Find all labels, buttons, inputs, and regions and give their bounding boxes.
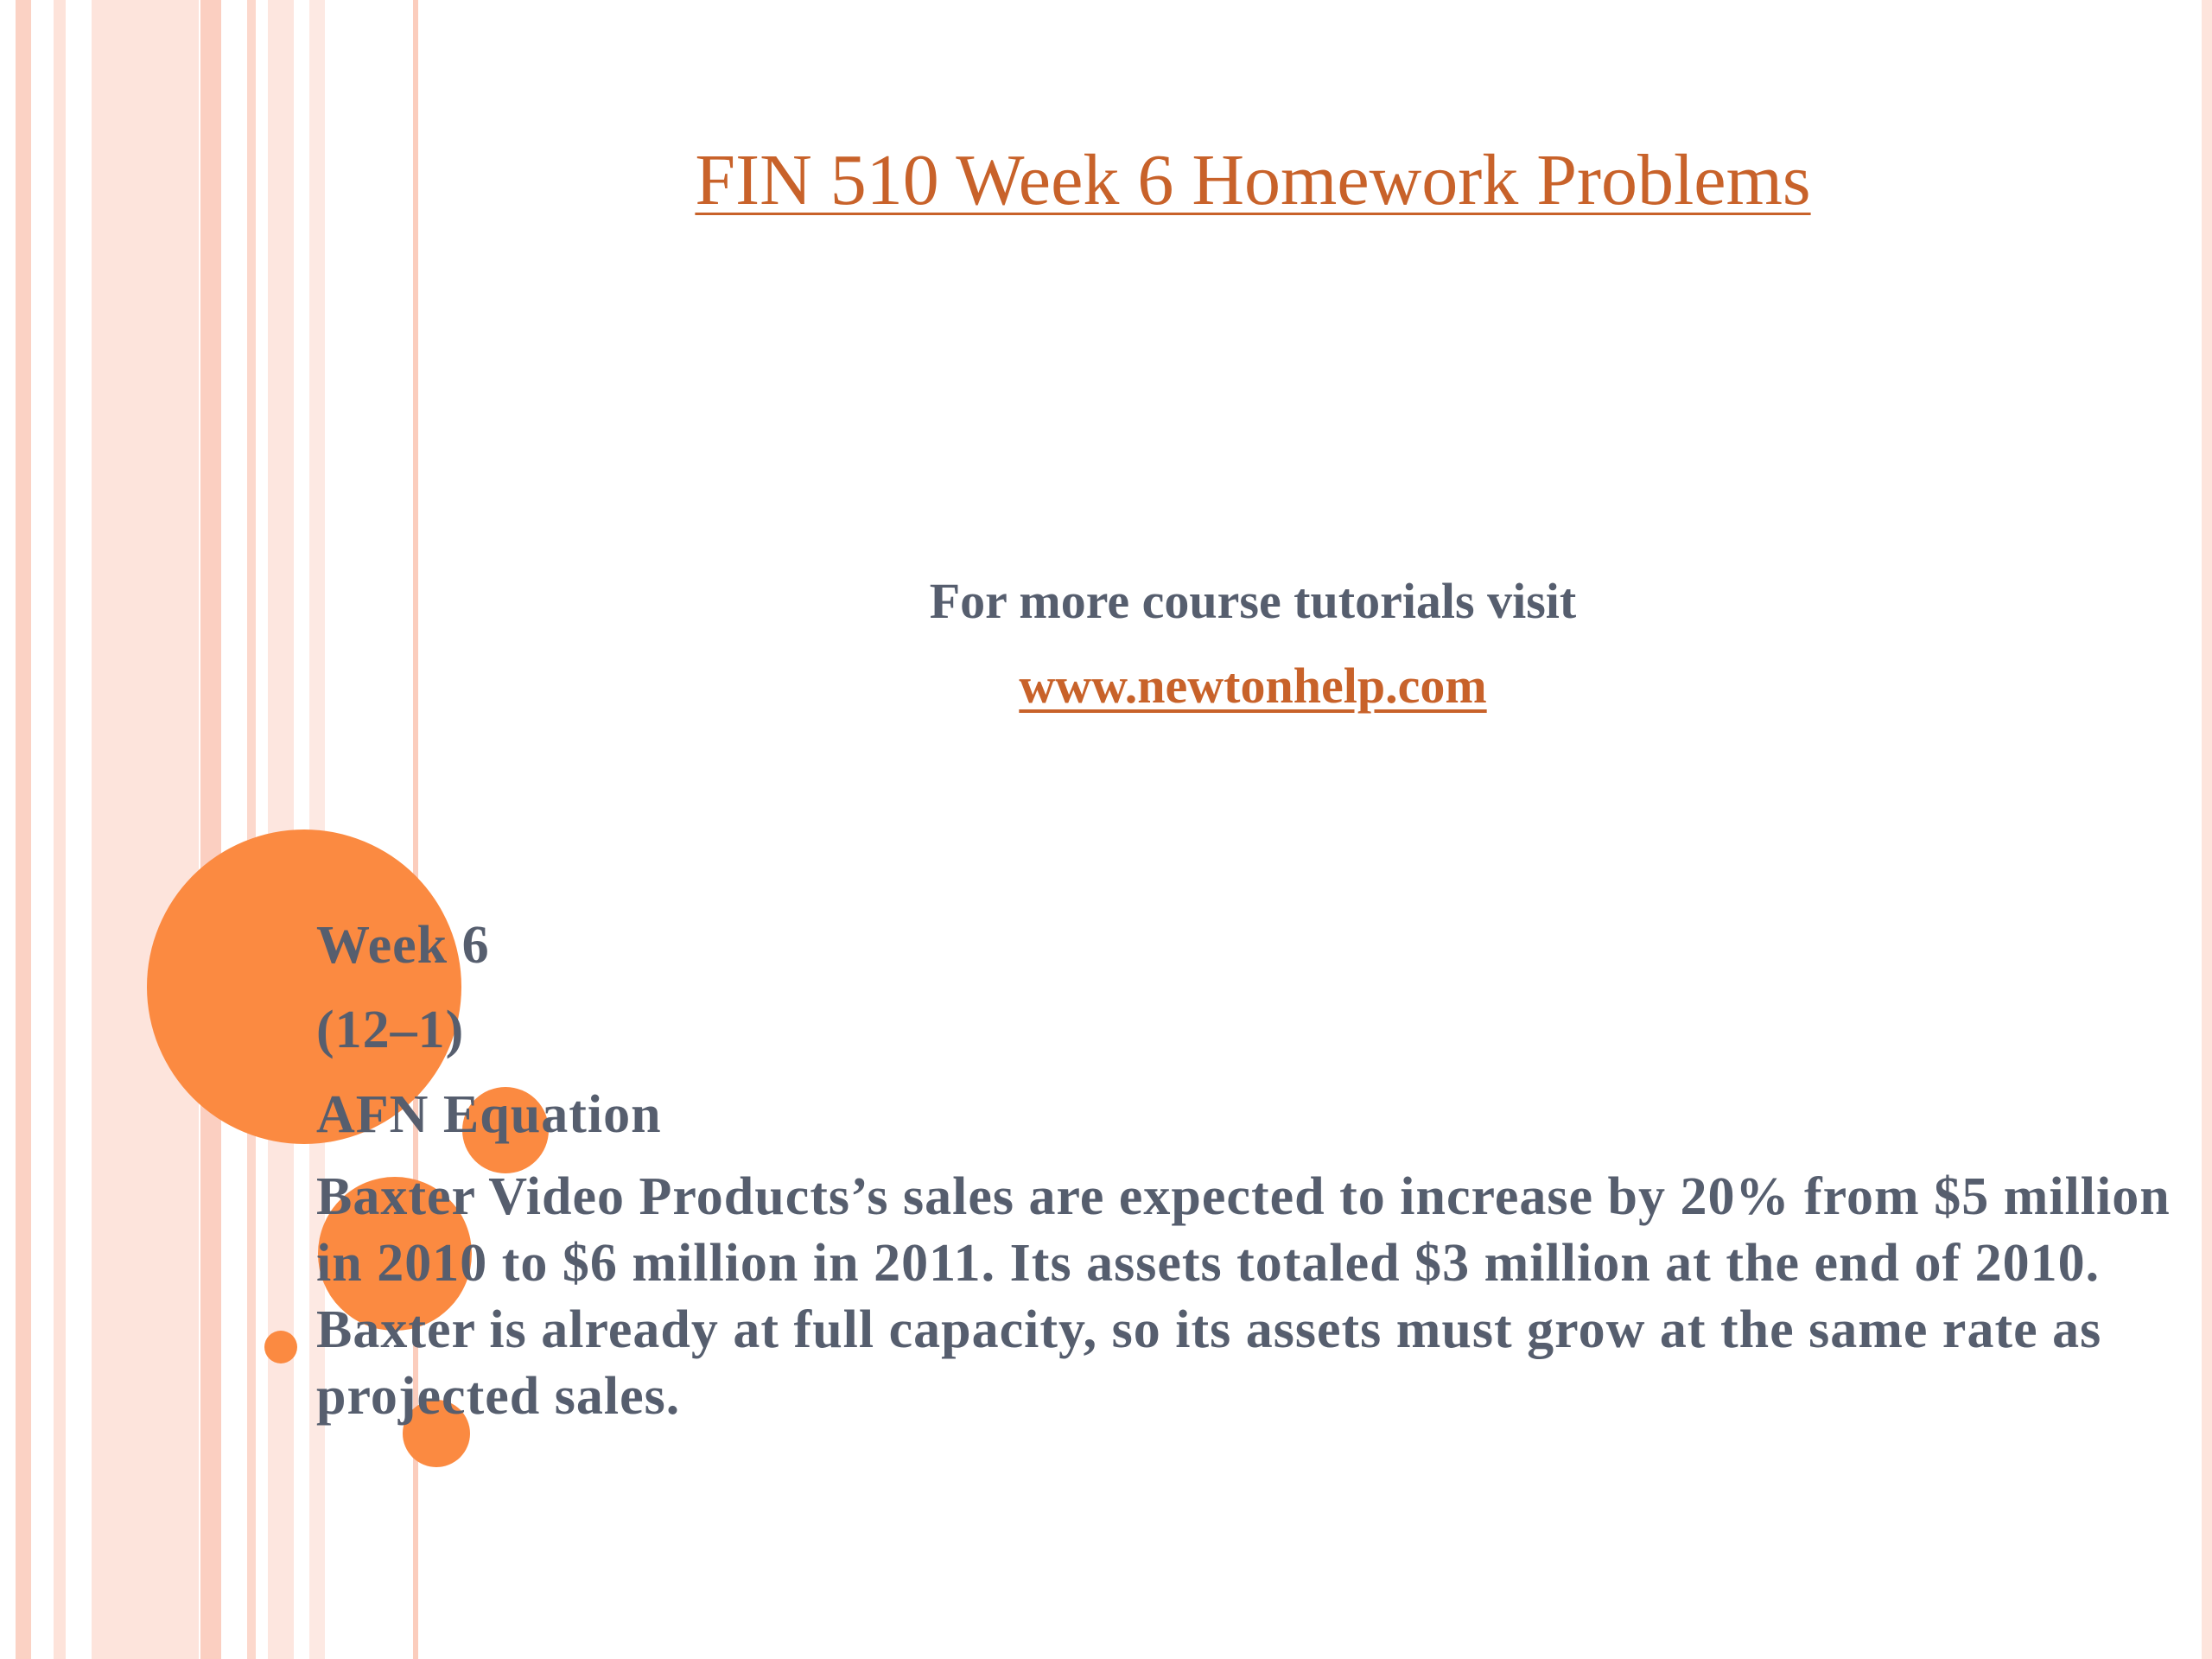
- decor-stripe: [92, 0, 199, 1659]
- decor-stripe: [247, 0, 256, 1659]
- visit-text: For more course tutorials visit: [929, 573, 1577, 629]
- week-heading: Week 6: [316, 916, 490, 975]
- problem-text: Baxter Video Products’s sales are expected to increase by 20% from $5 million in 2010 to $6 million in 2011. Its assets totaled $3 million at the end of 2010. Baxter is already at full capacity, so its assets must grow at the same rate as projected sales.: [316, 1167, 2171, 1426]
- problem-title: AFN Equation: [316, 1085, 662, 1144]
- decor-stripe: [200, 0, 221, 1659]
- decor-stripe: [16, 0, 31, 1659]
- slide-title: FIN 510 Week 6 Homework Problems: [695, 140, 1811, 220]
- website-link[interactable]: www.newtonhelp.com: [1019, 658, 1487, 714]
- decor-stripe: [2202, 0, 2212, 1659]
- decor-stripe: [54, 0, 66, 1659]
- problem-number: (12–1): [316, 1001, 465, 1059]
- slide-content: [316, 903, 2174, 1430]
- decor-circle-small: [264, 1331, 297, 1363]
